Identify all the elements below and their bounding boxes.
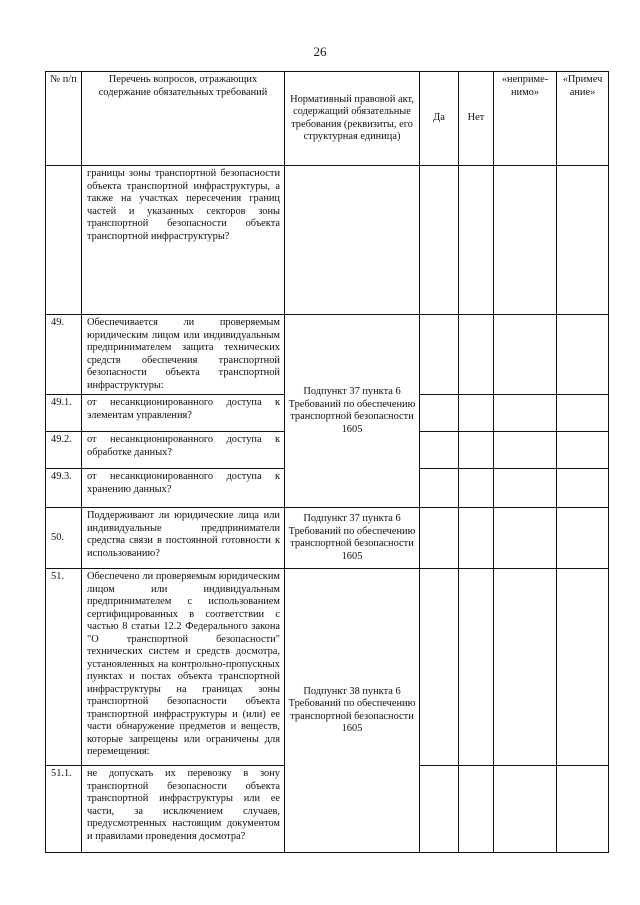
row-no-cell — [459, 395, 494, 432]
row-na-cell — [494, 508, 557, 569]
table-row — [46, 166, 609, 315]
row-no-cell — [459, 315, 494, 395]
row-note-cell — [557, 569, 609, 766]
row-no-cell — [459, 766, 494, 853]
row-note-cell — [557, 315, 609, 395]
row-yes-cell — [420, 766, 459, 853]
header-act: Нормативный правовой акт, содержащий обязательные требования (реквизиты, его структурная единица) — [285, 72, 420, 166]
table-row — [46, 569, 609, 766]
row-note-cell — [557, 508, 609, 569]
row-yes-cell — [420, 432, 459, 469]
row-no-cell — [459, 432, 494, 469]
row-note-cell — [557, 395, 609, 432]
row-na-cell — [494, 166, 557, 315]
row-number: 49.1. — [46, 395, 82, 432]
row-no-cell — [459, 508, 494, 569]
row-note-cell — [557, 432, 609, 469]
row-number: 49.3. — [46, 469, 82, 508]
row-question: границы зоны транспортной безопасности объекта транспортной инфраструктуры, а также на участках пересечения границ частей и указанных секторов зоны транспортной безопасности объекта транспортной инфраструктуры? — [82, 166, 285, 315]
row-question: от несанкционированного доступа к хранению данных? — [82, 469, 285, 508]
row-question: Обеспечивается ли проверяемым юридическим лицом или индивидуальным предпринимателем защита технических средств обеспечения транспортной безопасности объекта транспортной инфраструктуры: — [82, 315, 285, 395]
row-no-cell — [459, 569, 494, 766]
row-na-cell — [494, 569, 557, 766]
row-number — [46, 166, 82, 315]
page-number: 26 — [313, 44, 327, 59]
row-question: Обеспечено ли проверяемым юридическим лицом или индивидуальным предпринимателем с использованием сертифицированных в соответствии с частью 8 статьи 12.2 Федерального закона "О транспортной безопасности" технических систем и средств досмотра, установленных на контрольно-пропускных пунктах и постах объекта транспортной инфраструктуры на границах зоны транспортной безопасности объекта транспортной инфраструктуры и (или) ее части обнаружение предметов и веществ, которые запрещены или ограничены для перемещения: — [82, 569, 285, 766]
row-question: не допускать их перевозку в зону транспортной безопасности объекта транспортной инфраструктуры или ее части, за исключением случаев, предусмотренных настоящим документом и правилами проведения досмотра? — [82, 766, 285, 853]
table-row — [46, 315, 609, 395]
row-na-cell — [494, 315, 557, 395]
header-note: «Примеч ание» — [557, 72, 609, 166]
row-number: 49. — [46, 315, 82, 395]
row-na-cell — [494, 469, 557, 508]
row-note-cell — [557, 166, 609, 315]
header-num: № п/п — [46, 72, 82, 166]
header-no: Нет — [459, 72, 494, 166]
row-number: 49.2. — [46, 432, 82, 469]
header-yes: Да — [420, 72, 459, 166]
row-act — [285, 166, 420, 315]
header-not-applicable: «неприме-нимо» — [494, 72, 557, 166]
row-yes-cell — [420, 395, 459, 432]
row-yes-cell — [420, 469, 459, 508]
reference-37-b: Подпункт 37 пункта 6 Требований по обеспечению транспортной безопасности 1605 — [285, 508, 420, 569]
row-number: 51. — [46, 569, 82, 766]
row-na-cell — [494, 432, 557, 469]
row-yes-cell — [420, 166, 459, 315]
table-row — [46, 508, 609, 569]
row-na-cell — [494, 766, 557, 853]
requirements-table — [45, 71, 609, 853]
row-no-cell — [459, 469, 494, 508]
row-yes-cell — [420, 569, 459, 766]
row-note-cell — [557, 469, 609, 508]
row-no-cell — [459, 166, 494, 315]
reference-37-a: Подпункт 37 пункта 6 Требований по обеспечению транспортной безопасности 1605 — [285, 315, 420, 508]
row-number: 51.1. — [46, 766, 82, 853]
row-question: Поддерживают ли юридические лица или индивидуальные предприниматели средства связи в постоянной готовности к использованию? — [82, 508, 285, 569]
row-yes-cell — [420, 508, 459, 569]
row-question: от несанкционированного доступа к обработке данных? — [82, 432, 285, 469]
row-number: 50. — [46, 508, 82, 569]
row-na-cell — [494, 395, 557, 432]
row-yes-cell — [420, 315, 459, 395]
row-note-cell — [557, 766, 609, 853]
table-header-row — [46, 72, 609, 166]
reference-38: Подпункт 38 пункта 6 Требований по обеспечению транспортной безопасности 1605 — [285, 569, 420, 853]
header-question: Перечень вопросов, отражающих содержание обязательных требований — [82, 72, 285, 166]
row-question: от несанкционированного доступа к элементам управления? — [82, 395, 285, 432]
